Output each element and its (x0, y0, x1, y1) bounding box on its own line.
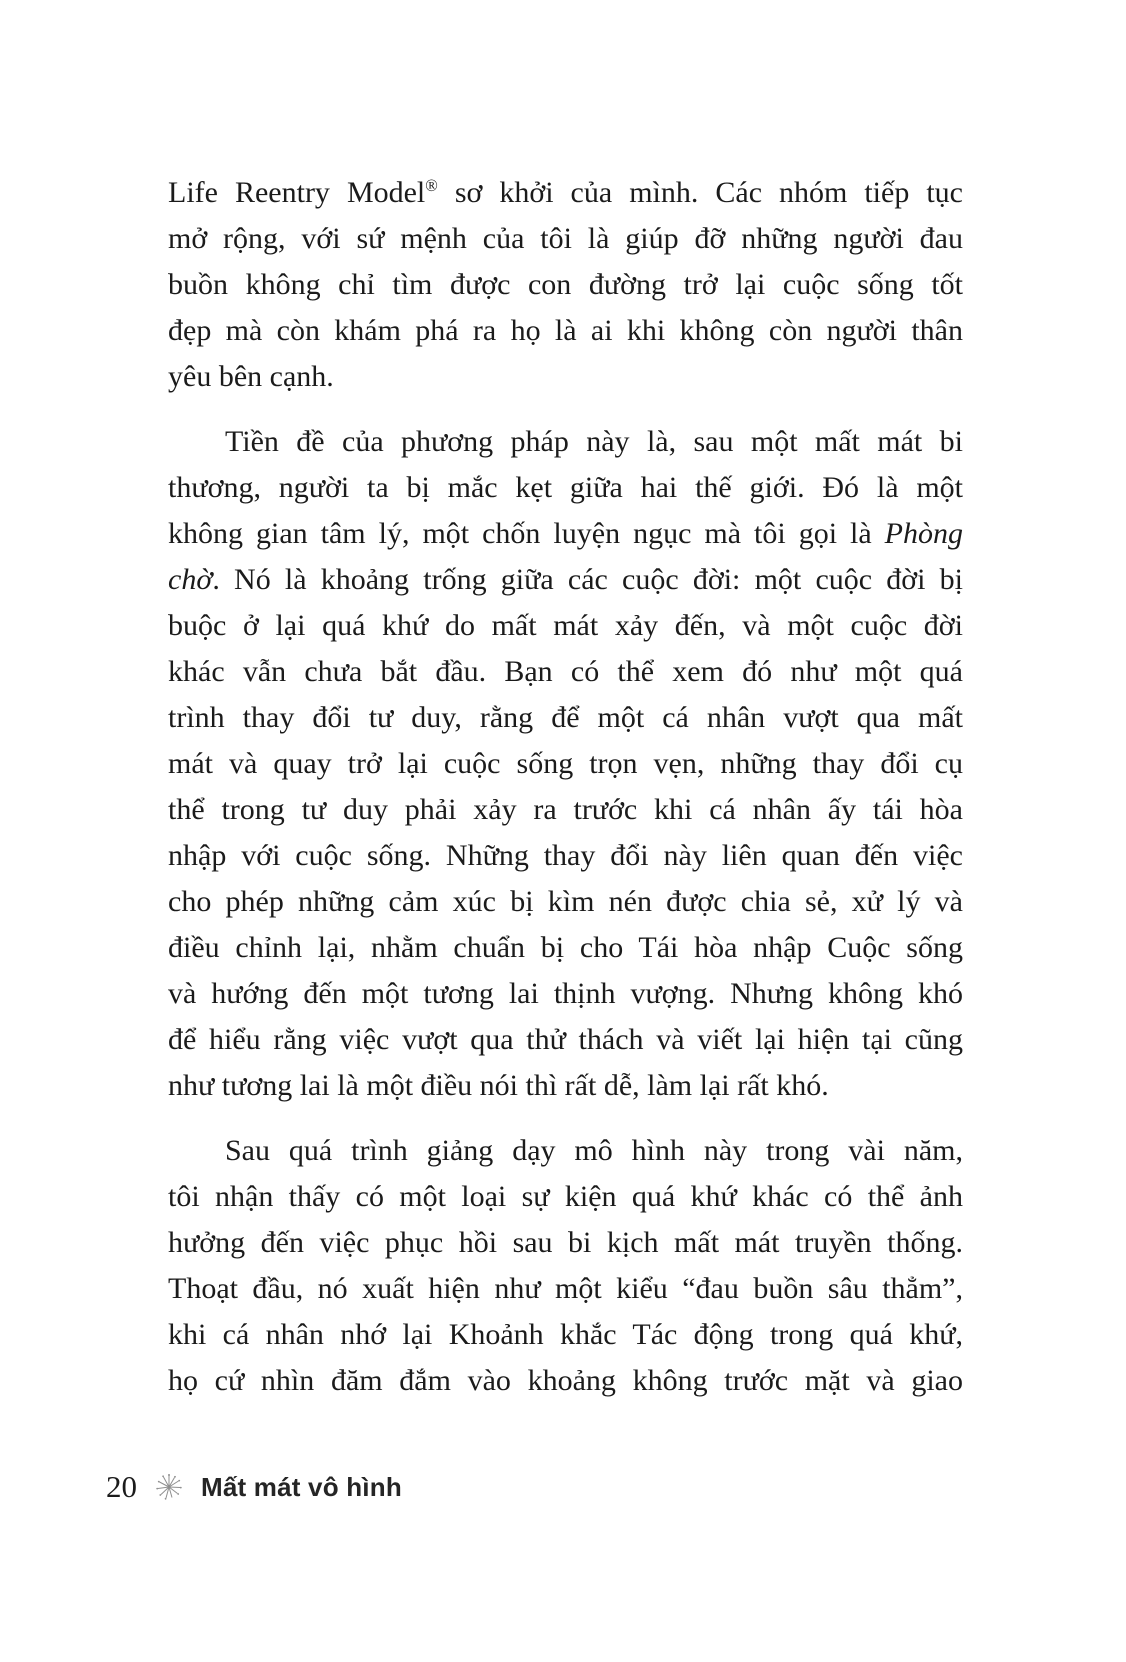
body-line (168, 1312, 963, 1358)
text-segment: để hiểu rằng việc vượt qua thử thách và viết lại hiện tại cũng (168, 1023, 963, 1056)
running-title: Mất mát vô hình (201, 1472, 402, 1502)
text-block (168, 170, 963, 1404)
paragraph (168, 1128, 963, 1404)
body-line (168, 354, 963, 400)
page-footer (106, 1470, 402, 1504)
body-line (168, 833, 963, 879)
body-line (168, 308, 963, 354)
text-segment: yêu bên cạnh. (168, 360, 334, 393)
body-line (168, 1017, 963, 1063)
paragraph (168, 419, 963, 1109)
body-line (168, 1063, 963, 1109)
body-line (168, 419, 963, 465)
text-segment: thương, người ta bị mắc kẹt giữa hai thế giới. Đó là một (168, 471, 963, 504)
body-line (168, 170, 963, 216)
text-segment: điều chỉnh lại, nhằm chuẩn bị cho Tái hòa nhập Cuộc sống (168, 931, 963, 964)
text-segment: buồn không chỉ tìm được con đường trở lại cuộc sống tốt (168, 268, 963, 301)
text-segment: tôi nhận thấy có một loại sự kiện quá khứ khác có thể ảnh (168, 1180, 963, 1213)
text-segment: buộc ở lại quá khứ do mất mát xảy đến, và một cuộc đời (168, 609, 963, 642)
sparkle-asterisk-icon (154, 1472, 184, 1502)
text-segment: và hướng đến một tương lai thịnh vượng. Nhưng không khó (168, 977, 963, 1010)
body-line (168, 787, 963, 833)
body-line (168, 557, 963, 603)
body-line (168, 971, 963, 1017)
body-line (168, 511, 963, 557)
body-line (168, 1266, 963, 1312)
body-line (168, 1358, 963, 1404)
page-number: 20 (106, 1469, 137, 1504)
body-line (168, 695, 963, 741)
text-segment: Phòng (884, 517, 963, 550)
text-segment: mát và quay trở lại cuộc sống trọn vẹn, những thay đổi cụ (168, 747, 963, 780)
text-segment: hưởng đến việc phục hồi sau bi kịch mất mát truyền thống. (168, 1226, 963, 1259)
text-segment: không gian tâm lý, một chốn luyện ngục mà tôi gọi là (168, 517, 885, 550)
body-line (168, 465, 963, 511)
body-line (168, 1220, 963, 1266)
text-segment: Thoạt đầu, nó xuất hiện như một kiểu “đau buồn sâu thẳm”, (168, 1272, 963, 1305)
text-segment: Tiền đề của phương pháp này là, sau một mất mát bi (225, 425, 963, 458)
body-line (168, 262, 963, 308)
text-segment: trình thay đổi tư duy, rằng để một cá nhân vượt qua mất (168, 701, 963, 734)
registered-trademark-symbol: ® (425, 176, 438, 195)
text-segment: thể trong tư duy phải xảy ra trước khi cá nhân ấy tái hòa (168, 793, 963, 826)
text-segment: cho phép những cảm xúc bị kìm nén được chia sẻ, xử lý và (168, 885, 963, 918)
body-line (168, 1174, 963, 1220)
text-segment: họ cứ nhìn đăm đắm vào khoảng không trước mặt và giao (168, 1364, 963, 1397)
text-segment: nhập với cuộc sống. Những thay đổi này liên quan đến việc (168, 839, 963, 872)
text-segment: chờ (168, 563, 213, 596)
body-line (168, 1128, 963, 1174)
body-line (168, 925, 963, 971)
paragraph (168, 170, 963, 400)
body-line (168, 603, 963, 649)
text-segment: như tương lai là một điều nói thì rất dễ, làm lại rất khó. (168, 1069, 829, 1102)
text-segment: đẹp mà còn khám phá ra họ là ai khi không còn người thân (168, 314, 963, 347)
text-segment: Sau quá trình giảng dạy mô hình này trong vài năm, (225, 1134, 963, 1167)
body-line (168, 216, 963, 262)
body-line (168, 649, 963, 695)
text-segment: khi cá nhân nhớ lại Khoảnh khắc Tác động trong quá khứ, (168, 1318, 963, 1351)
body-line (168, 879, 963, 925)
text-segment: Life Reentry Model (168, 176, 426, 209)
text-segment: khác vẫn chưa bắt đầu. Bạn có thể xem đó như một quá (168, 655, 963, 688)
text-segment: sơ khởi của mình. Các nhóm tiếp tục (437, 176, 963, 209)
text-segment: mở rộng, với sứ mệnh của tôi là giúp đỡ những người đau (168, 222, 963, 255)
text-segment: . Nó là khoảng trống giữa các cuộc đời: một cuộc đời bị (212, 563, 963, 596)
body-line (168, 741, 963, 787)
